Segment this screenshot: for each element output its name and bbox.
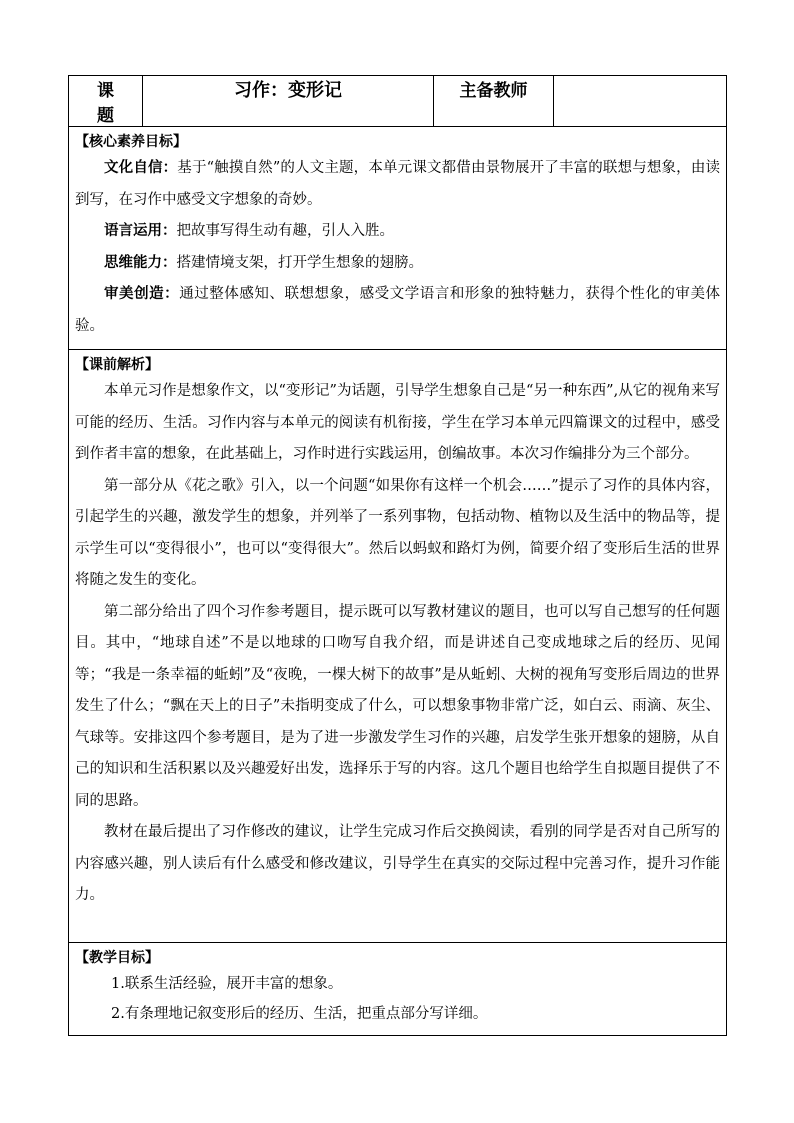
- objectives-title: 【教学目标】: [75, 950, 159, 966]
- core-goal-text: 搭建情境支架，打开学生想象的翅膀。: [176, 254, 423, 271]
- analysis-paragraph: 第一部分从《花之歌》引入，以一个问题“如果你有这样一个机会……”提示了习作的具体内容，引起学生的兴趣，激发学生的想象，并列举了一系列事物，包括动物、植物以及生活中的物品等，提示学生可以“变得很小”，也可以“变得很大”。然后以蚂蚁和路灯为例，简要介绍了变形后生活的世界将随之发生的变化。: [75, 477, 720, 588]
- core-goal-item: [75, 153, 720, 216]
- analysis-paragraph: 第二部分给出了四个习作参考题目，提示既可以写教材建议的题目，也可以写自己想写的任何题目。其中，“地球自述”不是以地球的口吻写自我介绍，而是讲述自己变成地球之后的经历、见闻等；“我是一条幸福的蚯蚓”及“夜晚，一棵大树下的故事”是从蚯蚓、大树的视角写变形后周边的世界发生了什么；“飘在天上的日子”未指明变成了什么，可以想象事物非常广泛，如白云、雨滴、灰尘、气球等。安排这四个参考题目，是为了进一步激发学生习作的兴趣，启发学生张开想象的翅膀，从自己的知识和生活积累以及兴趣爱好出发，选择乐于写的内容。这几个题目也给学生自拟题目提供了不同的思路。: [75, 603, 720, 809]
- objectives-row: [69, 943, 727, 1036]
- analysis-paragraph: 教材在最后提出了习作修改的建议，让学生完成习作后交换阅读，看别的同学是否对自己所写的内容感兴趣，别人读后有什么感受和修改建议，引导学生在真实的交际过程中完善习作，提升习作能力。: [75, 824, 720, 903]
- core-goal-item: [75, 248, 720, 280]
- core-goal-text: 把故事写得生动有趣，引人入胜。: [176, 223, 394, 239]
- core-goal-text: 基于“触摸自然”的人文主题，本单元课文都借由景物展开了丰富的联想与想象，由读到写，在习作中感受文字想象的奇妙。: [75, 160, 720, 208]
- core-goal-label: 思维能力：: [104, 254, 177, 271]
- subject-label: 课 题: [69, 76, 143, 127]
- core-goals-row: [69, 127, 727, 350]
- core-goal-text: 通过整体感知、联想想象，感受文学语言和形象的独特魅力，获得个性化的审美体验。: [75, 286, 720, 334]
- lesson-title: 习作：变形记: [143, 76, 434, 127]
- core-goal-label: 审美创造：: [104, 286, 180, 302]
- core-goal-item: [75, 279, 720, 342]
- lesson-plan-table: [68, 75, 727, 1036]
- core-goals-title: 【核心素养目标】: [75, 134, 187, 150]
- core-goal-label: 文化自信：: [104, 160, 178, 176]
- objective-item: 1.联系生活经验，展开丰富的想象。: [111, 976, 343, 992]
- header-row: [69, 76, 727, 127]
- objective-item: 2.有条理地记叙变形后的经历、生活，把重点部分写详细。: [111, 1006, 488, 1022]
- objectives-section: [69, 943, 727, 1036]
- analysis-paragraph: 本单元习作是想象作文，以“变形记”为话题，引导学生想象自己是“另一种东西”,从它的视角来写可能的经历、生活。习作内容与本单元的阅读有机衔接，学生在学习本单元四篇课文的过程中，感受到作者丰富的想象，在此基础上，习作时进行实践运用，创编故事。本次习作编排分为三个部分。: [75, 383, 720, 462]
- core-goal-label: 语言运用：: [104, 223, 177, 239]
- teacher-label: 主备教师: [434, 76, 554, 127]
- teacher-value: [554, 76, 727, 127]
- core-goal-item: [75, 216, 720, 248]
- lesson-plan-sheet: [68, 75, 726, 1036]
- analysis-section: [69, 350, 727, 943]
- analysis-title: 【课前解析】: [75, 357, 159, 373]
- analysis-row: [69, 350, 727, 943]
- core-goals-section: [69, 127, 727, 350]
